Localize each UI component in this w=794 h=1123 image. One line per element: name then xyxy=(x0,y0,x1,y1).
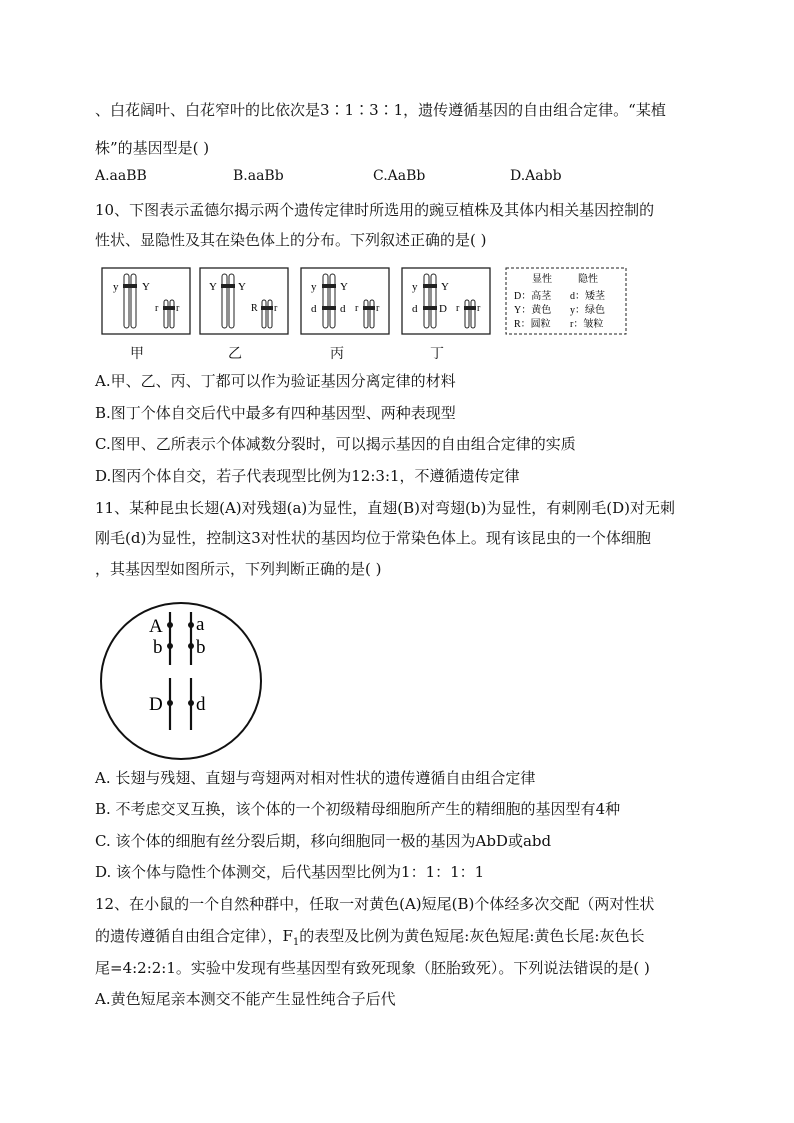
q11-stem-line3: ，其基因型如图所示，下列判断正确的是( ) xyxy=(95,560,382,578)
gene-label: Y xyxy=(209,281,217,293)
q9-stem-line2: 株”的基因型是( ) xyxy=(95,139,210,157)
gene-label: r xyxy=(477,303,481,314)
legend-header-dominant: 显性 xyxy=(532,274,552,285)
q9-option-d[interactable]: D.Aabb xyxy=(510,168,562,184)
q9-option-a[interactable]: A.aaBB xyxy=(95,168,147,184)
q9-stem-line1: 、白花阔叶、白花窄叶的比依次是3∶1∶3∶1，遗传遵循基因的自由组合定律。“某植 xyxy=(95,101,666,119)
gene-b-label: b xyxy=(196,637,206,658)
gene-A-label: A xyxy=(149,616,163,637)
gene-b-label: b xyxy=(153,637,163,658)
q12-stem-line3: 尾=4:2:2:1。实验中发现有些基因型有致死现象（胚胎致死）。下列说法错误的是( ) xyxy=(95,959,650,977)
q12-stem-line2 xyxy=(95,926,644,953)
q11-stem-line1: 11、某种昆虫长翅(A)对残翅(a)为显性，直翅(B)对弯翅(b)为显性，有刺刚毛(D)对无刺 xyxy=(95,499,676,517)
gene-label: d xyxy=(340,303,346,315)
gene-d-label: d xyxy=(196,694,206,715)
gene-label: D xyxy=(439,303,447,315)
gene-label: r xyxy=(456,303,460,314)
caption-jia: 甲 xyxy=(130,346,144,362)
legend-dominant: R：圆粒 xyxy=(514,319,551,330)
gene-label: d xyxy=(412,303,418,315)
gene-label: Y xyxy=(238,281,246,293)
q12-stem-line1: 12、在小鼠的一个自然种群中，任取一对黄色(A)短尾(B)个体经多次交配（两对性状 xyxy=(95,895,655,913)
gene-label: r xyxy=(176,303,180,314)
caption-bing: 丙 xyxy=(330,346,344,362)
legend-dominant: D：高茎 xyxy=(514,291,552,302)
q11-stem-line2: 刚毛(d)为显性，控制这3对性状的基因均位于常染色体上。现有该昆虫的一个体细胞 xyxy=(95,529,651,547)
legend-recessive: r：皱粒 xyxy=(570,319,604,330)
q11-cell-figure xyxy=(98,600,264,762)
q11-option-d[interactable]: D. 该个体与隐性个体测交，后代基因型比例为1：1：1：1 xyxy=(95,863,485,881)
legend-recessive: d：矮茎 xyxy=(570,291,605,302)
gene-label: Y xyxy=(340,281,348,293)
q10-chromosome-figure xyxy=(100,266,630,342)
panel-bing xyxy=(301,268,389,334)
gene-label: r xyxy=(376,303,380,314)
gene-a-label: a xyxy=(196,614,205,635)
q10-stem-line2: 性状、显隐性及其在染色体上的分布。下列叙述正确的是( ) xyxy=(95,231,487,249)
panel-ding xyxy=(402,268,490,334)
q9-options xyxy=(95,168,655,190)
q10-option-c[interactable]: C.图甲、乙所表示个体减数分裂时，可以揭示基因的自由组合定律的实质 xyxy=(95,435,576,453)
gene-label: y xyxy=(412,281,418,293)
caption-yi: 乙 xyxy=(228,346,242,362)
q12-option-a[interactable]: A.黄色短尾亲本测交不能产生显性纯合子后代 xyxy=(95,990,396,1008)
panel-jia xyxy=(102,268,190,334)
gene-label: Y xyxy=(441,281,449,293)
q12-f1-subscript: 1 xyxy=(292,937,300,948)
q11-option-a[interactable]: A. 长翅与残翅、直翅与弯翅两对相对性状的遗传遵循自由组合定律 xyxy=(95,769,536,787)
q11-option-c[interactable]: C. 该个体的细胞有丝分裂后期，移向细胞同一极的基因为AbD或abd xyxy=(95,832,552,850)
legend-dominant: Y：黄色 xyxy=(514,305,552,316)
q12-stem-line2-a: 的遗传遵循自由组合定律），F xyxy=(95,927,293,945)
panel-yi xyxy=(200,268,288,334)
q10-option-d[interactable]: D.图丙个体自交，若子代表现型比例为12:3:1，不遵循遗传定律 xyxy=(95,467,520,485)
q12-stem-line2-b: 的表型及比例为黄色短尾:灰色短尾:黄色长尾:灰色长 xyxy=(299,927,645,945)
gene-label: y xyxy=(113,281,119,293)
gene-label: R xyxy=(251,303,258,314)
gene-label: Y xyxy=(142,281,150,293)
gene-label: r xyxy=(355,303,359,314)
q10-stem-line1: 10、下图表示孟德尔揭示两个遗传定律时所选用的豌豆植株及其体内相关基因控制的 xyxy=(95,201,655,219)
q9-option-c[interactable]: C.AaBb xyxy=(373,168,426,184)
q10-option-b[interactable]: B.图丁个体自交后代中最多有四种基因型、两种表现型 xyxy=(95,404,456,422)
gene-label: y xyxy=(311,281,317,293)
gene-D-label: D xyxy=(149,694,163,715)
trait-legend xyxy=(506,268,626,334)
cell-outline xyxy=(101,603,261,759)
legend-header-recessive: 隐性 xyxy=(578,274,598,285)
q10-option-a[interactable]: A.甲、乙、丙、丁都可以作为验证基因分离定律的材料 xyxy=(95,372,456,390)
gene-label: r xyxy=(155,303,159,314)
gene-label: r xyxy=(274,303,278,314)
q9-option-b[interactable]: B.aaBb xyxy=(233,168,284,184)
gene-label: d xyxy=(311,303,317,315)
legend-recessive: y：绿色 xyxy=(570,305,605,316)
q11-option-b[interactable]: B. 不考虑交叉互换，该个体的一个初级精母细胞所产生的精细胞的基因型有4种 xyxy=(95,800,621,818)
caption-ding: 丁 xyxy=(430,346,444,362)
